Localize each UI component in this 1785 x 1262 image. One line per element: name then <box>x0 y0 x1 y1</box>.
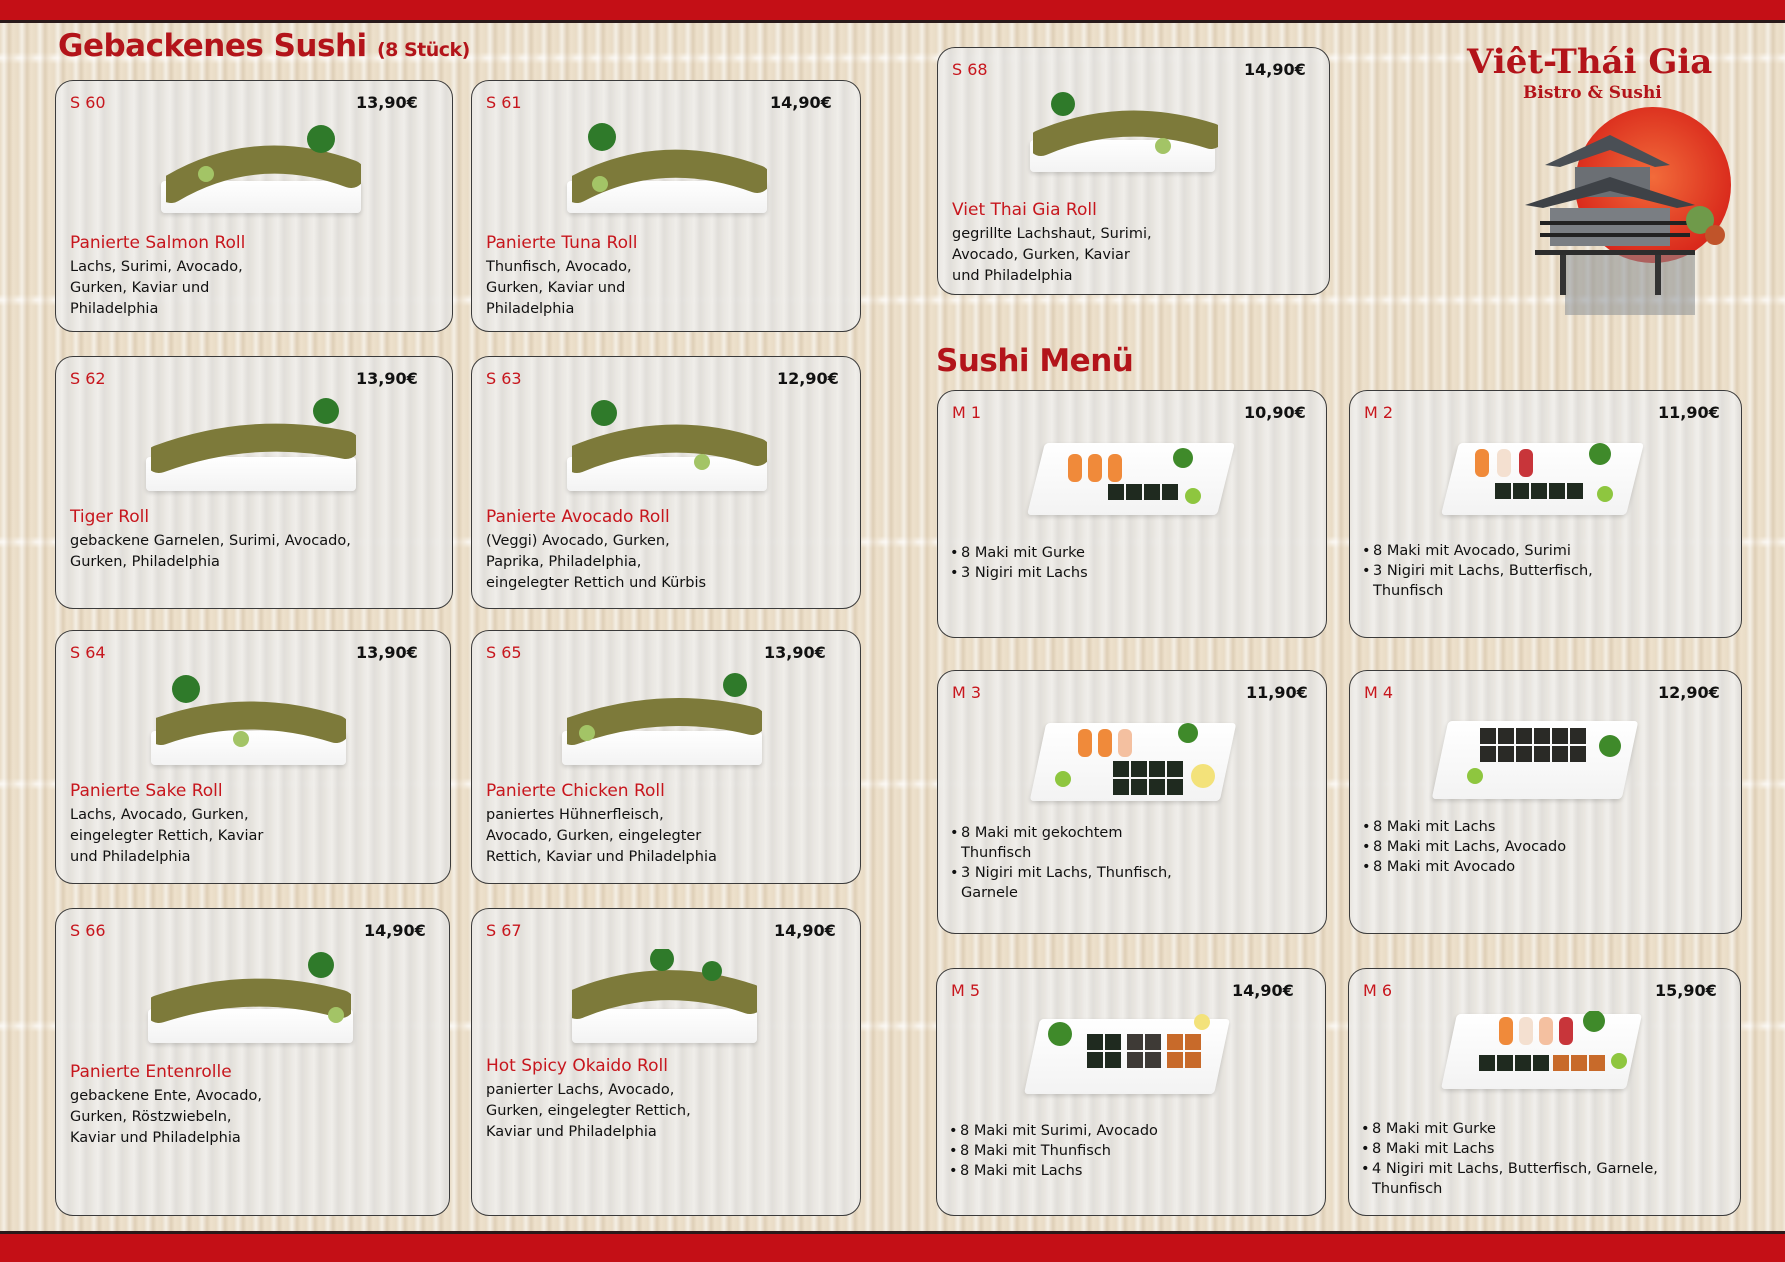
menu-code: M 6 <box>1363 981 1393 1000</box>
menu-contents-list <box>1361 1119 1658 1199</box>
menu-content-item: • 3 Nigiri mit Lachs, Thunfisch, Garnele <box>950 863 1172 903</box>
item-price: 14,90€ <box>774 921 836 940</box>
menu-content-item: • 8 Maki mit Avocado <box>1362 857 1566 877</box>
item-price: 14,90€ <box>1244 60 1306 79</box>
item-description: paniertes Hühnerfleisch, Avocado, Gurken, eingelegter Rettich, Kaviar und Philadelphia <box>486 807 717 865</box>
section-title-text: Sushi Menü <box>936 343 1134 379</box>
item-name: Tiger Roll <box>70 507 150 527</box>
item-description: gebackene Garnelen, Surimi, Avocado, Gurken, Philadelphia <box>70 533 351 570</box>
menu-content-item: • 8 Maki mit Surimi, Avocado <box>949 1121 1158 1141</box>
item-price: 13,90€ <box>764 643 826 662</box>
item-code: S 66 <box>70 921 106 940</box>
item-name: Panierte Chicken Roll <box>486 781 665 801</box>
item-code: S 68 <box>952 60 988 79</box>
item-price: 13,90€ <box>356 369 418 388</box>
menu-content-item: • 8 Maki mit Lachs <box>949 1161 1158 1181</box>
item-description: Lachs, Avocado, Gurken, eingelegter Rettich, Kaviar und Philadelphia <box>70 807 264 865</box>
menu-content-item: • 3 Nigiri mit Lachs <box>950 563 1088 583</box>
menu-code: M 3 <box>952 683 982 702</box>
item-code: S 61 <box>486 93 522 112</box>
item-code: S 63 <box>486 369 522 388</box>
menu-set-m5[interactable] <box>936 968 1326 1216</box>
menu-contents-list <box>1362 817 1566 877</box>
section-title-note: (8 Stück) <box>376 39 470 61</box>
item-price: 12,90€ <box>777 369 839 388</box>
item-price: 13,90€ <box>356 93 418 112</box>
menu-price: 11,90€ <box>1246 683 1308 702</box>
item-name: Panierte Entenrolle <box>70 1062 232 1082</box>
item-price: 14,90€ <box>770 93 832 112</box>
item-code: S 62 <box>70 369 106 388</box>
menu-item-s63[interactable] <box>471 356 861 609</box>
item-code: S 60 <box>70 93 106 112</box>
section-title-text: Gebackenes Sushi <box>58 28 367 64</box>
menu-code: M 5 <box>951 981 981 1000</box>
item-description: panierter Lachs, Avocado, Gurken, eingelegter Rettich, Kaviar und Philadelphia <box>486 1082 691 1140</box>
item-code: S 65 <box>486 643 522 662</box>
item-name: Panierte Tuna Roll <box>486 233 638 253</box>
bottom-red-band <box>0 1231 1785 1262</box>
section-title-sushi-menu <box>936 343 1133 379</box>
menu-set-m1[interactable] <box>937 390 1327 638</box>
menu-set-m6[interactable] <box>1348 968 1741 1216</box>
menu-item-s61[interactable] <box>471 80 861 332</box>
menu-contents-list <box>950 543 1088 583</box>
item-name: Hot Spicy Okaido Roll <box>486 1056 668 1076</box>
menu-item-s68[interactable] <box>937 47 1330 295</box>
item-name: Panierte Salmon Roll <box>70 233 246 253</box>
brand-name: Viêt-Thái Gia <box>1467 42 1713 82</box>
item-name: Panierte Sake Roll <box>70 781 223 801</box>
section-title-gebackenes-sushi <box>58 28 470 64</box>
menu-code: M 1 <box>952 403 982 422</box>
item-description: gebackene Ente, Avocado, Gurken, Röstzwiebeln, Kaviar und Philadelphia <box>70 1088 262 1146</box>
item-description: Lachs, Surimi, Avocado, Gurken, Kaviar und Philadelphia <box>70 259 243 317</box>
menu-contents-list <box>950 823 1172 903</box>
menu-content-item: • 8 Maki mit Gurke <box>1361 1119 1658 1139</box>
menu-set-m4[interactable] <box>1349 670 1742 934</box>
brand-subtitle: Bistro & Sushi <box>1523 83 1662 103</box>
menu-price: 12,90€ <box>1658 683 1720 702</box>
item-code: S 64 <box>70 643 106 662</box>
menu-item-s66[interactable] <box>55 908 450 1216</box>
menu-item-s62[interactable] <box>55 356 453 609</box>
menu-item-s60[interactable] <box>55 80 453 332</box>
item-name: Panierte Avocado Roll <box>486 507 670 527</box>
menu-code: M 4 <box>1364 683 1394 702</box>
menu-content-item: • 8 Maki mit Lachs <box>1362 817 1566 837</box>
menu-set-m3[interactable] <box>937 670 1327 934</box>
menu-contents-list <box>1362 541 1593 601</box>
menu-item-s64[interactable] <box>55 630 451 884</box>
item-name: Viet Thai Gia Roll <box>952 200 1097 220</box>
item-code: S 67 <box>486 921 522 940</box>
item-price: 13,90€ <box>356 643 418 662</box>
item-description: (Veggi) Avocado, Gurken, Paprika, Philadelphia, eingelegter Rettich und Kürbis <box>486 533 707 591</box>
menu-price: 11,90€ <box>1658 403 1720 422</box>
menu-content-item: • 4 Nigiri mit Lachs, Butterfisch, Garnele, Thunfisch <box>1361 1159 1658 1199</box>
menu-item-s65[interactable] <box>471 630 861 884</box>
menu-content-item: • 8 Maki mit Thunfisch <box>949 1141 1158 1161</box>
item-description: gegrillte Lachshaut, Surimi, Avocado, Gurken, Kaviar und Philadelphia <box>952 226 1152 284</box>
menu-price: 15,90€ <box>1655 981 1717 1000</box>
menu-content-item: • 8 Maki mit Lachs, Avocado <box>1362 837 1566 857</box>
top-red-band <box>0 0 1785 23</box>
menu-content-item: • 3 Nigiri mit Lachs, Butterfisch, Thunfisch <box>1362 561 1593 601</box>
menu-content-item: • 8 Maki mit gekochtem Thunfisch <box>950 823 1172 863</box>
pagoda-sun-logo-icon <box>1505 105 1735 320</box>
item-price: 14,90€ <box>364 921 426 940</box>
menu-content-item: • 8 Maki mit Gurke <box>950 543 1088 563</box>
menu-set-m2[interactable] <box>1349 390 1742 638</box>
menu-price: 14,90€ <box>1232 981 1294 1000</box>
menu-content-item: • 8 Maki mit Lachs <box>1361 1139 1658 1159</box>
item-description: Thunfisch, Avocado, Gurken, Kaviar und Philadelphia <box>486 259 632 317</box>
menu-contents-list <box>949 1121 1158 1181</box>
menu-item-s67[interactable] <box>471 908 861 1216</box>
menu-price: 10,90€ <box>1244 403 1306 422</box>
menu-content-item: • 8 Maki mit Avocado, Surimi <box>1362 541 1593 561</box>
menu-code: M 2 <box>1364 403 1394 422</box>
